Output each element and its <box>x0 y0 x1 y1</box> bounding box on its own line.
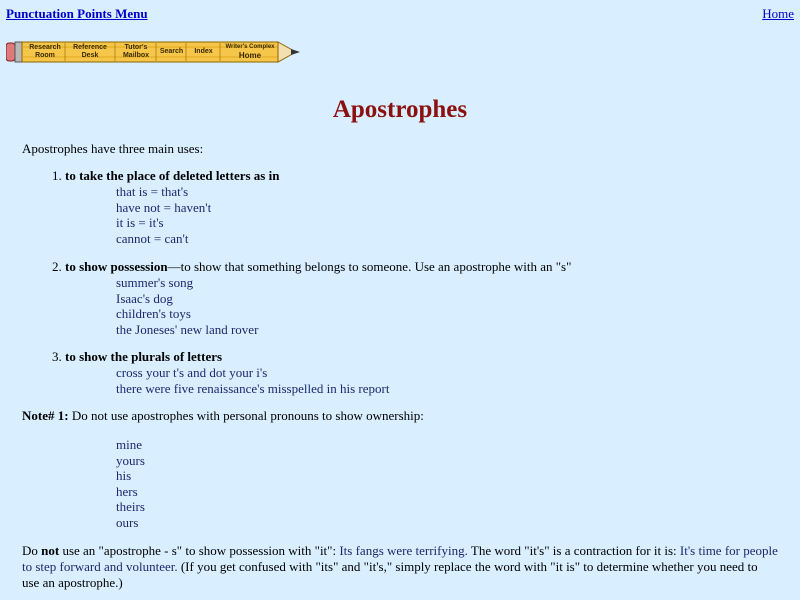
page-title: Apostrophes <box>332 96 468 123</box>
use-3-number: 3. <box>52 349 62 364</box>
use-1-examples <box>116 184 211 246</box>
home-link[interactable]: Home <box>762 6 794 21</box>
list-item: cannot = can't <box>116 230 189 246</box>
nav-research-room[interactable] <box>26 44 64 61</box>
list-item: cross your t's and dot your i's <box>116 365 268 380</box>
list-item: it is = it's <box>116 215 164 231</box>
use-3-heading <box>52 349 222 365</box>
use-1-number: 1. <box>52 168 62 183</box>
note-1 <box>22 408 424 424</box>
final-part2: use an "apostrophe - s" to show possession with "it": <box>59 543 340 558</box>
final-not: not <box>41 543 60 558</box>
list-item: hers <box>116 483 138 499</box>
final-part1: Do <box>22 543 42 558</box>
it-s-example: It's time for people to step forward and volunteer. <box>22 543 778 574</box>
nav-writers-complex-line2: Home <box>238 50 262 60</box>
list-item: his <box>116 468 132 484</box>
pronoun-list <box>116 437 145 531</box>
list-item: yours <box>116 452 145 468</box>
note-1-label: Note# 1: <box>22 408 69 423</box>
its-example: Its fangs were terrifying. <box>339 543 468 558</box>
list-item: there were five renaissance's misspelled in his report <box>116 380 390 396</box>
intro-text: Apostrophes have three main uses: <box>22 141 204 156</box>
final-part3: The word "it's" is a contraction for it is: <box>467 543 680 558</box>
nav-tutors-mailbox-line2: Mailbox <box>122 51 150 59</box>
use-2-bold: to show possession <box>65 259 168 274</box>
nav-writers-complex-line1: Writer's Complex <box>225 44 275 50</box>
nav-search-line1: Search <box>159 48 184 55</box>
use-2-rest: —to show that something belongs to someone. Use an apostrophe with an "s" <box>167 259 572 274</box>
nav-reference-desk[interactable] <box>68 44 112 61</box>
list-item: summer's song <box>116 275 194 290</box>
nav-search[interactable] <box>158 48 185 65</box>
list-item: Isaac's dog <box>116 290 173 306</box>
list-item: ours <box>116 514 139 530</box>
list-item: mine <box>116 437 142 452</box>
use-1-heading <box>52 168 279 184</box>
nav-reference-desk-line1: Reference <box>73 44 107 51</box>
nav-writers-complex-home[interactable] <box>223 44 277 61</box>
nav-research-room-line2: Room <box>35 51 55 59</box>
use-2-examples <box>116 275 258 337</box>
nav-research-room-line1: Research <box>29 44 61 51</box>
list-item: that is = that's <box>116 184 189 199</box>
punctuation-points-menu-link[interactable]: Punctuation Points Menu <box>6 6 148 21</box>
nav-tutors-mailbox-line1: Tutor's <box>124 44 148 51</box>
list-item: have not = haven't <box>116 199 212 215</box>
its-usage-paragraph <box>22 543 778 591</box>
use-1-bold: to take the place of deleted letters as in <box>65 168 280 183</box>
use-2-heading <box>52 259 571 275</box>
use-2-number: 2. <box>52 259 62 274</box>
note-1-text: Do not use apostrophes with personal pronouns to show ownership: <box>68 408 424 423</box>
list-item: children's toys <box>116 306 191 322</box>
pencil-navigation-bar <box>6 41 300 63</box>
list-item: the Joneses' new land rover <box>116 321 259 337</box>
nav-tutors-mailbox[interactable] <box>117 44 155 61</box>
final-part4: (If you get confused with "its" and "it's," simply replace the word with "it is" to determine whether you need to use an apostrophe.) <box>22 559 758 590</box>
nav-index[interactable] <box>189 48 218 65</box>
nav-reference-desk-line2: Desk <box>81 51 99 59</box>
use-3-examples <box>116 365 389 396</box>
use-3-bold: to show the plurals of letters <box>65 349 223 364</box>
list-item: theirs <box>116 499 145 515</box>
nav-index-line1: Index <box>194 48 213 55</box>
